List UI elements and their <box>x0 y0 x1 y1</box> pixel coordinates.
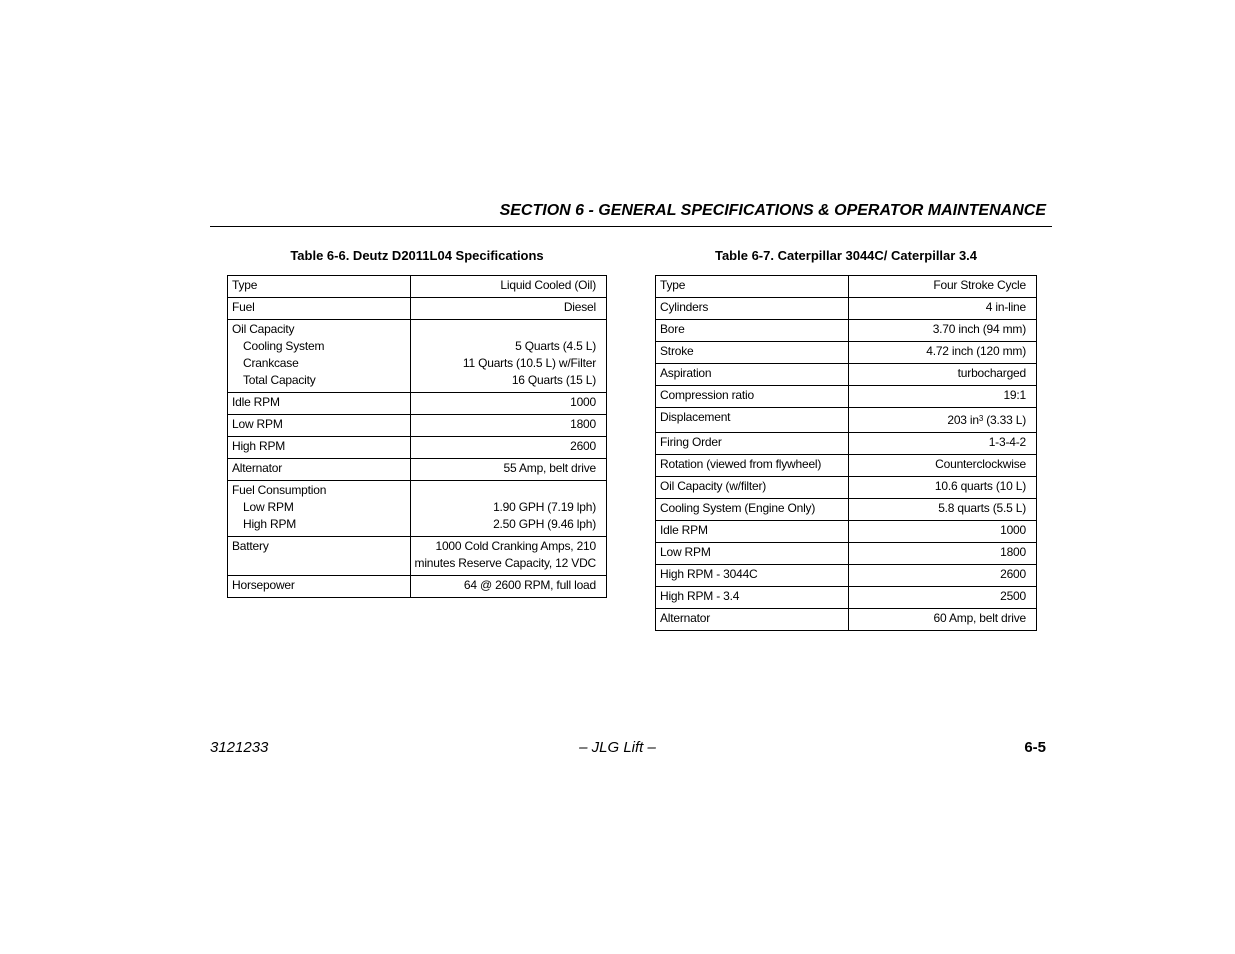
spec-label: Fuel Consumption <box>232 483 327 497</box>
spec-value: 1-3-4-2 <box>849 433 1037 455</box>
spec-value: 1800 <box>849 543 1037 565</box>
table-row <box>228 393 607 415</box>
spec-value: 4.72 inch (120 mm) <box>849 342 1037 364</box>
footer-publisher: – JLG Lift – <box>579 739 656 756</box>
spec-value: 2.50 GPH (9.46 lph) <box>493 517 596 531</box>
table-6-7 <box>655 275 1037 631</box>
spec-label: Displacement <box>656 408 849 433</box>
spec-value: 1000 <box>410 393 606 415</box>
table-row <box>656 543 1037 565</box>
spec-value-group <box>410 481 606 537</box>
displacement-value: 203 in <box>947 413 979 427</box>
spec-sublabel: High RPM <box>243 517 297 531</box>
spec-label: Oil Capacity <box>232 322 295 336</box>
footer-page-number: 6-5 <box>1024 739 1046 756</box>
spec-value: Diesel <box>410 298 606 320</box>
spec-label: Low RPM <box>656 543 849 565</box>
spec-label: Bore <box>656 320 849 342</box>
spec-value: 1800 <box>410 415 606 437</box>
table-row <box>656 320 1037 342</box>
spacer <box>415 482 596 499</box>
table-row <box>656 609 1037 631</box>
spec-value: 19:1 <box>849 386 1037 408</box>
spec-label: Alternator <box>228 459 411 481</box>
spec-label: Rotation (viewed from flywheel) <box>656 455 849 477</box>
cubic-superscript: 3 <box>978 414 984 423</box>
spec-value: 3.70 inch (94 mm) <box>849 320 1037 342</box>
table-row <box>228 459 607 481</box>
spec-sublabel: Cooling System <box>243 339 325 353</box>
spec-label: High RPM - 3.4 <box>656 587 849 609</box>
spec-label: Idle RPM <box>656 521 849 543</box>
table-row <box>228 320 607 393</box>
spec-value-group <box>410 537 606 576</box>
spec-label: High RPM - 3044C <box>656 565 849 587</box>
spec-value: turbocharged <box>849 364 1037 386</box>
spec-value: 64 @ 2600 RPM, full load <box>410 576 606 598</box>
spec-label: Firing Order <box>656 433 849 455</box>
spec-label: Type <box>656 276 849 298</box>
spec-value: 55 Amp, belt drive <box>410 459 606 481</box>
spec-value <box>849 408 1037 433</box>
footer-doc-number: 3121233 <box>210 739 269 756</box>
spec-sublabel: Low RPM <box>243 500 294 514</box>
spec-label: Low RPM <box>228 415 411 437</box>
table-row <box>228 298 607 320</box>
table-row <box>656 455 1037 477</box>
spec-label: Oil Capacity (w/filter) <box>656 477 849 499</box>
spec-label: Compression ratio <box>656 386 849 408</box>
table-row <box>656 364 1037 386</box>
table-row <box>656 565 1037 587</box>
table-6-7-caption: Table 6-7. Caterpillar 3044C/ Caterpillar 3.4 <box>714 248 978 263</box>
spec-label-group <box>228 320 411 393</box>
spec-value: Four Stroke Cycle <box>849 276 1037 298</box>
spec-value: 2500 <box>849 587 1037 609</box>
spec-label: Fuel <box>228 298 411 320</box>
table-row <box>656 386 1037 408</box>
spec-value: 16 Quarts (15 L) <box>511 373 596 387</box>
spec-label: Horsepower <box>228 576 411 598</box>
table-6-6-caption: Table 6-6. Deutz D2011L04 Specifications <box>290 248 544 263</box>
spec-value: 11 Quarts (10.5 L) w/Filter <box>462 356 596 370</box>
spec-label: Type <box>228 276 411 298</box>
table-6-6 <box>227 275 607 598</box>
spec-label: Idle RPM <box>228 393 411 415</box>
spec-value: 4 in-line <box>849 298 1037 320</box>
table-row <box>656 276 1037 298</box>
displacement-metric: (3.33 L) <box>983 413 1026 427</box>
header-rule <box>210 226 1052 227</box>
section-title: SECTION 6 - GENERAL SPECIFICATIONS & OPERATOR MAINTENANCE <box>499 202 1046 219</box>
table-row <box>656 342 1037 364</box>
table-row <box>228 437 607 459</box>
spec-value: 5 Quarts (4.5 L) <box>515 339 596 353</box>
table-row <box>656 521 1037 543</box>
table-row <box>656 298 1037 320</box>
spec-value: 1000 Cold Cranking Amps, 210 <box>435 539 596 553</box>
spec-label: Stroke <box>656 342 849 364</box>
table-row <box>228 415 607 437</box>
spec-label: High RPM <box>228 437 411 459</box>
spec-value: 5.8 quarts (5.5 L) <box>849 499 1037 521</box>
spec-value: Liquid Cooled (Oil) <box>410 276 606 298</box>
spec-value: 1.90 GPH (7.19 lph) <box>493 500 596 514</box>
table-row <box>656 433 1037 455</box>
table-row <box>228 276 607 298</box>
spec-label: Aspiration <box>656 364 849 386</box>
spec-value: 10.6 quarts (10 L) <box>849 477 1037 499</box>
spec-label: Cylinders <box>656 298 849 320</box>
table-row <box>228 481 607 537</box>
table-row <box>656 499 1037 521</box>
spec-value: 2600 <box>410 437 606 459</box>
spec-value: Counterclockwise <box>849 455 1037 477</box>
spec-value: minutes Reserve Capacity, 12 VDC <box>414 556 596 570</box>
spec-label: Cooling System (Engine Only) <box>656 499 849 521</box>
table-row <box>656 477 1037 499</box>
spec-value: 2600 <box>849 565 1037 587</box>
spec-sublabel: Crankcase <box>243 356 299 370</box>
spec-label-group <box>228 481 411 537</box>
table-row <box>228 537 607 576</box>
spec-label: Battery <box>228 537 411 576</box>
spec-sublabel: Total Capacity <box>243 373 316 387</box>
spacer <box>415 321 596 338</box>
spec-value: 60 Amp, belt drive <box>849 609 1037 631</box>
spec-label: Alternator <box>656 609 849 631</box>
table-row <box>656 408 1037 433</box>
spec-value-group <box>410 320 606 393</box>
table-row <box>228 576 607 598</box>
table-row <box>656 587 1037 609</box>
spec-value: 1000 <box>849 521 1037 543</box>
